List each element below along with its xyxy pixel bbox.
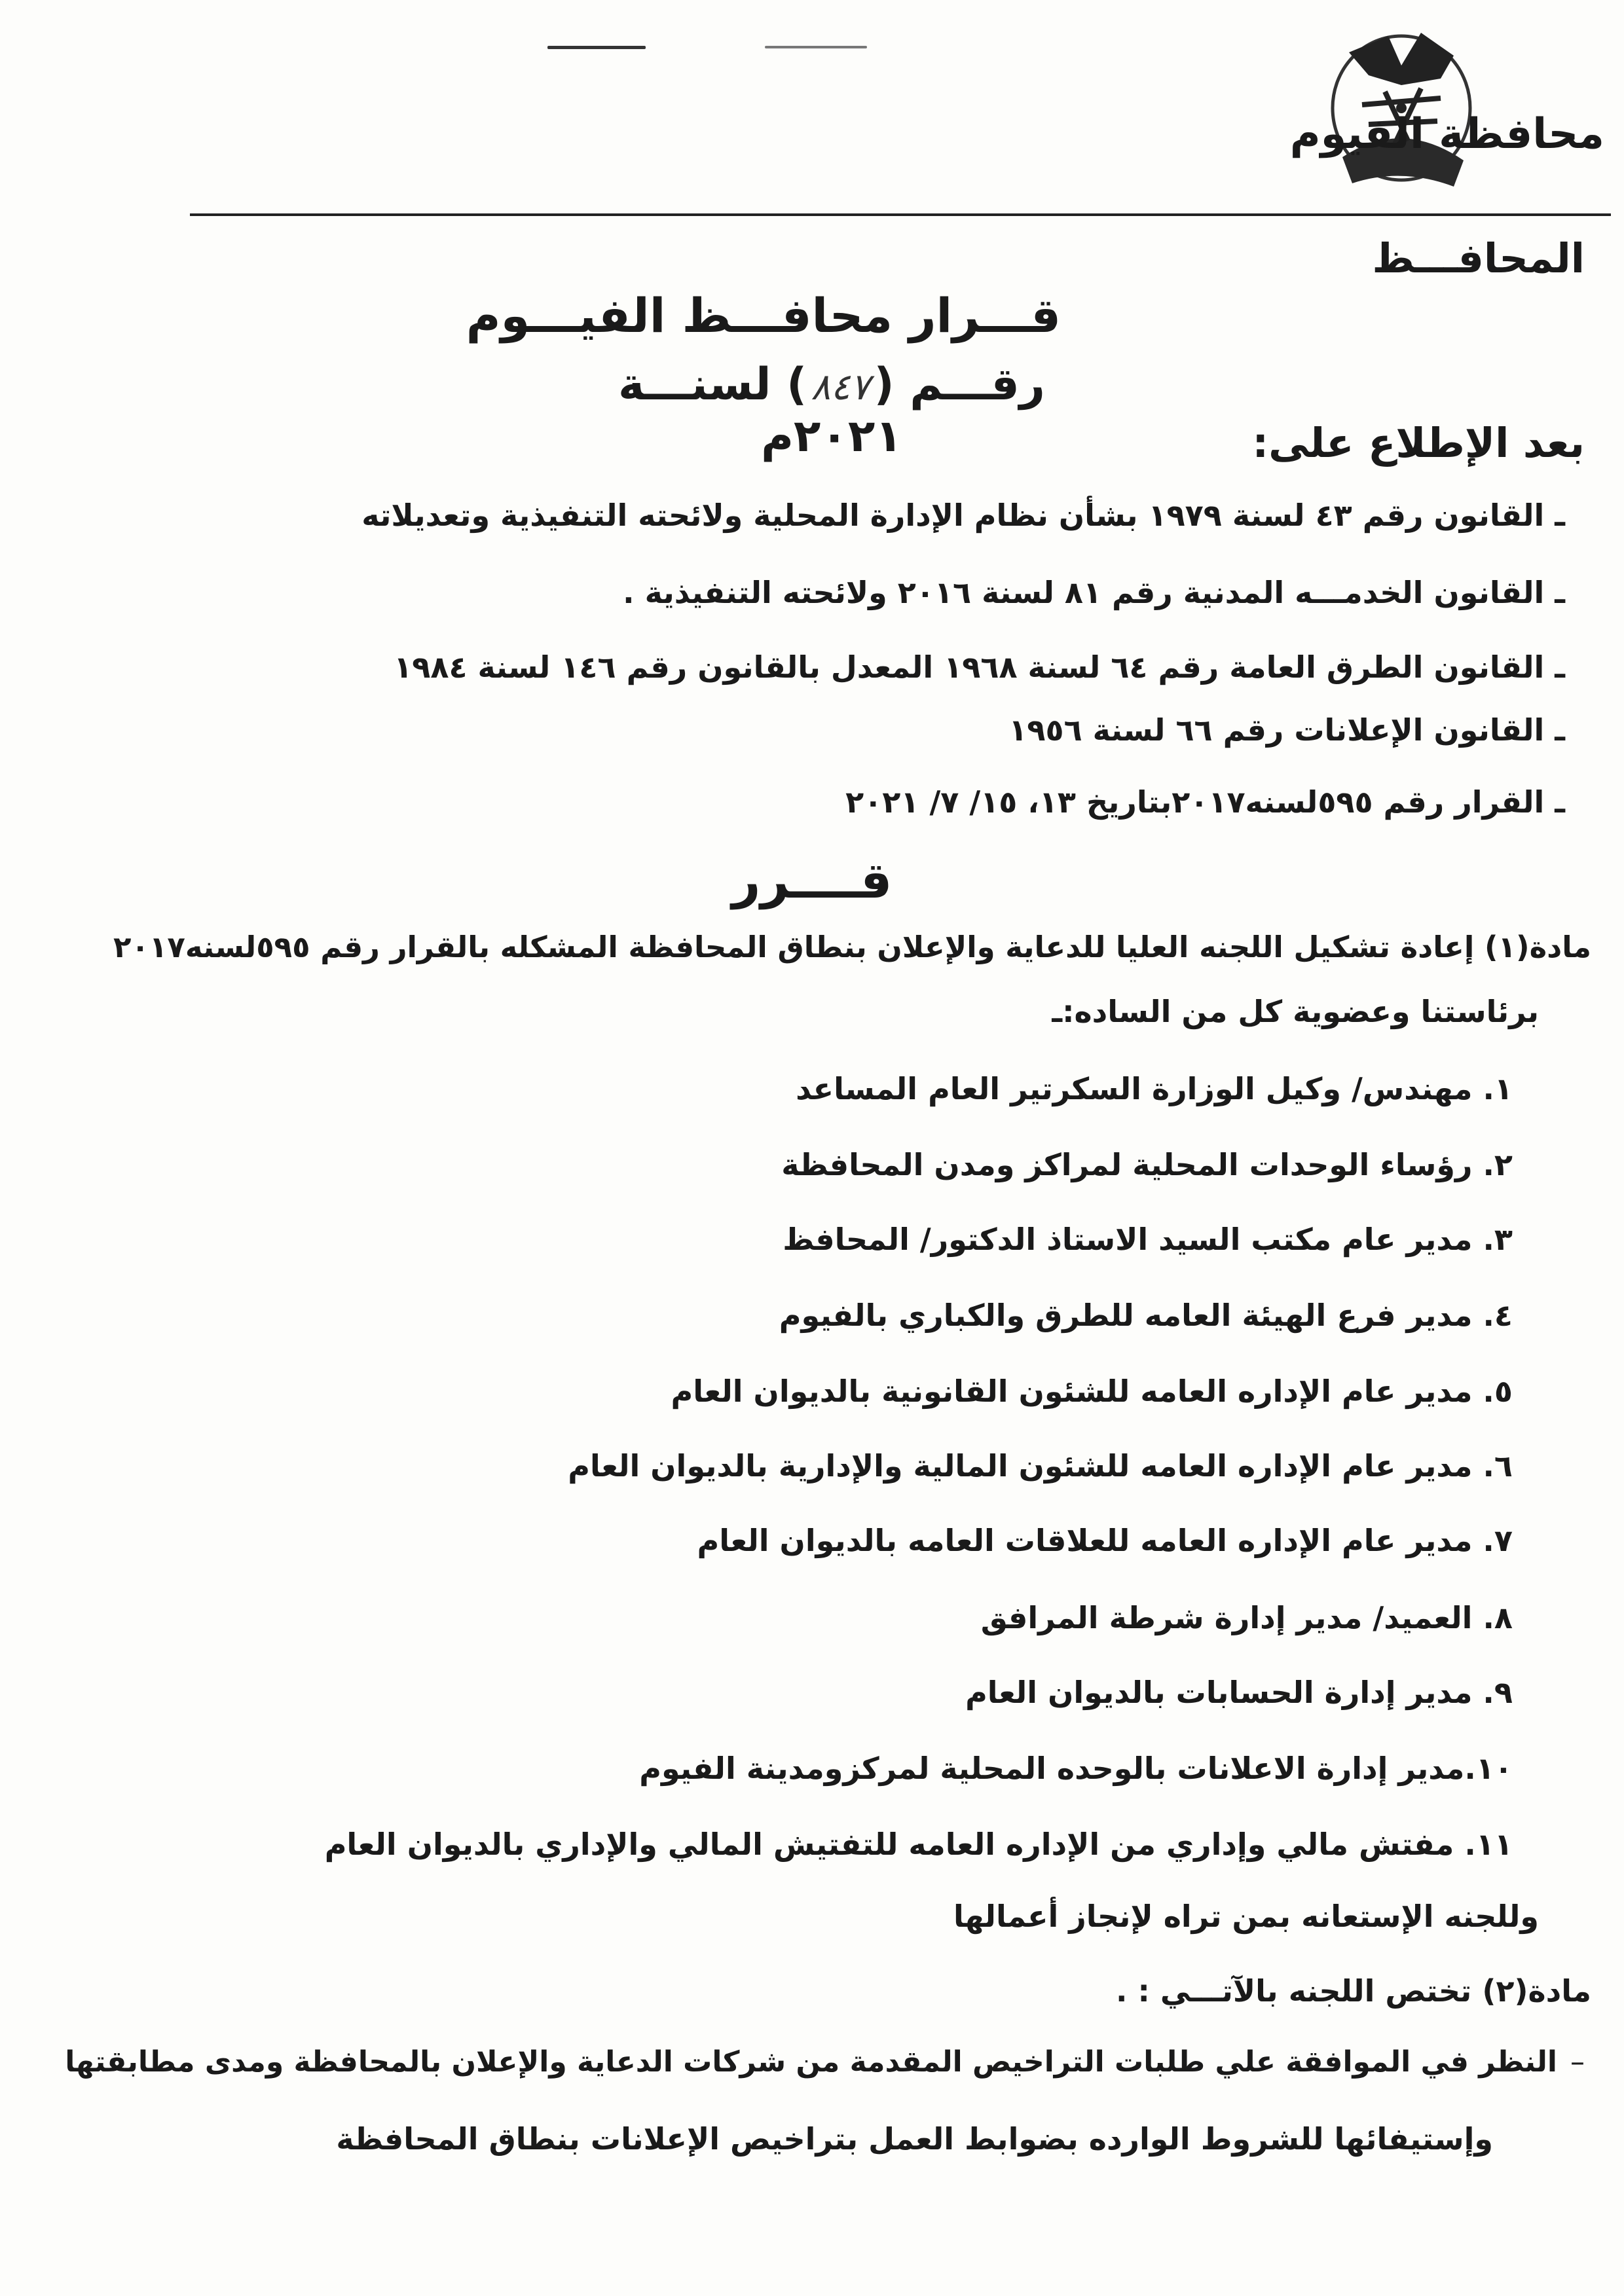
law-item: ـ القانون رقم ٤٣ لسنة ١٩٧٩ بشأن نظام الإدارة المحلية ولائحته التنفيذية وتعديلاته (361, 498, 1565, 533)
decree-number-prefix: رقـــم ( (874, 359, 1045, 410)
member-item: ٦. مدير عام الإداره العامه للشئون المالية والإدارية بالديوان العام (568, 1448, 1513, 1484)
member-item: ١١. مفتش مالي وإداري من الإداره العامه للتفتيش المالي والإداري بالديوان العام (324, 1827, 1513, 1862)
article-1-closing: وللجنه الإستعانه بمن تراه لإنجاز أعمالها (953, 1899, 1539, 1934)
decree-title: قـــرار محافـــظ الفيـــوم (466, 288, 1061, 343)
decree-year: ) لسنـــة ٢٠٢١م (618, 359, 902, 462)
decree-number-handwritten: ٨٤٧ (811, 366, 870, 409)
law-item: ـ القانون الطرق العامة رقم ٦٤ لسنة ١٩٦٨ المعدل بالقانون رقم ١٤٦ لسنة ١٩٨٤ (394, 649, 1565, 685)
article-1-text: مادة(١) إعادة تشكيل اللجنه العليا للدعاية والإعلان بنطاق المحافظة المشكله بالقرار رقم ٥٩٥لسنه٢٠١٧ (113, 930, 1591, 964)
member-item: ٢. رؤساء الوحدات المحلية لمراكز ومدن المحافظة (781, 1147, 1513, 1182)
top-scan-mark (547, 46, 646, 49)
law-item: ـ القرار رقم ٥٩٥لسنه٢٠١٧بتاريخ ١٣، ١٥/ ٧/ ٢٠٢١ (845, 784, 1565, 820)
bullet-dash-icon: – (1570, 2045, 1585, 2079)
member-item: ٤. مدير فرع الهيئة العامه للطرق والكباري بالفيوم (779, 1298, 1513, 1333)
decree-number-line (609, 359, 1054, 462)
article-1-continuation: برئاستنا وعضوية كل من الساده:ـ (1052, 994, 1539, 1029)
preamble-heading: بعد الإطلاع على: (1252, 419, 1585, 467)
header-divider (190, 213, 1611, 216)
member-item: ١٠.مدير إدارة الاعلانات بالوحده المحلية لمركزومدينة الفيوم (639, 1751, 1513, 1786)
member-item: ١. مهندس/ وكيل الوزارة السكرتير العام المساعد (796, 1071, 1513, 1106)
member-item: ٥. مدير عام الإداره العامه للشئون القانونية بالديوان العام (671, 1374, 1513, 1409)
article-2-bullet (65, 2045, 1585, 2079)
member-item: ٧. مدير عام الإداره العامه للعلاقات العامه بالديوان العام (697, 1523, 1513, 1558)
decision-heading: قــــرر (731, 851, 893, 909)
law-item: ـ القانون الخدمـــه المدنية رقم ٨١ لسنة ٢٠١٦ ولائحته التنفيذية . (623, 575, 1565, 610)
member-item: ٨. العميد/ مدير إدارة شرطة المرافق (980, 1600, 1513, 1635)
governorate-name: محافظة الفيوم (1289, 110, 1604, 158)
top-scan-mark (765, 46, 867, 48)
law-item: ـ القانون الإعلانات رقم ٦٦ لسنة ١٩٥٦ (1008, 712, 1565, 748)
article-2-text: مادة(٢) تختص اللجنه بالآتـــي : . (1116, 1973, 1591, 2009)
article-2-bullet-continuation: وإستيفائها للشروط الوارده بضوابط العمل بتراخيص الإعلانات بنطاق المحافظة (336, 2121, 1493, 2157)
member-item: ٣. مدير عام مكتب السيد الاستاذ الدكتور/ المحافظ (783, 1222, 1513, 1257)
office-label: المحافـــظ (1372, 234, 1585, 282)
article-2-bullet-text: النظر في الموافقة علي طلبات التراخيص المقدمة من شركات الدعاية والإعلان بالمحافظة ومدى مطابقتها (65, 2045, 1557, 2079)
member-item: ٩. مدير إدارة الحسابات بالديوان العام (965, 1675, 1513, 1710)
